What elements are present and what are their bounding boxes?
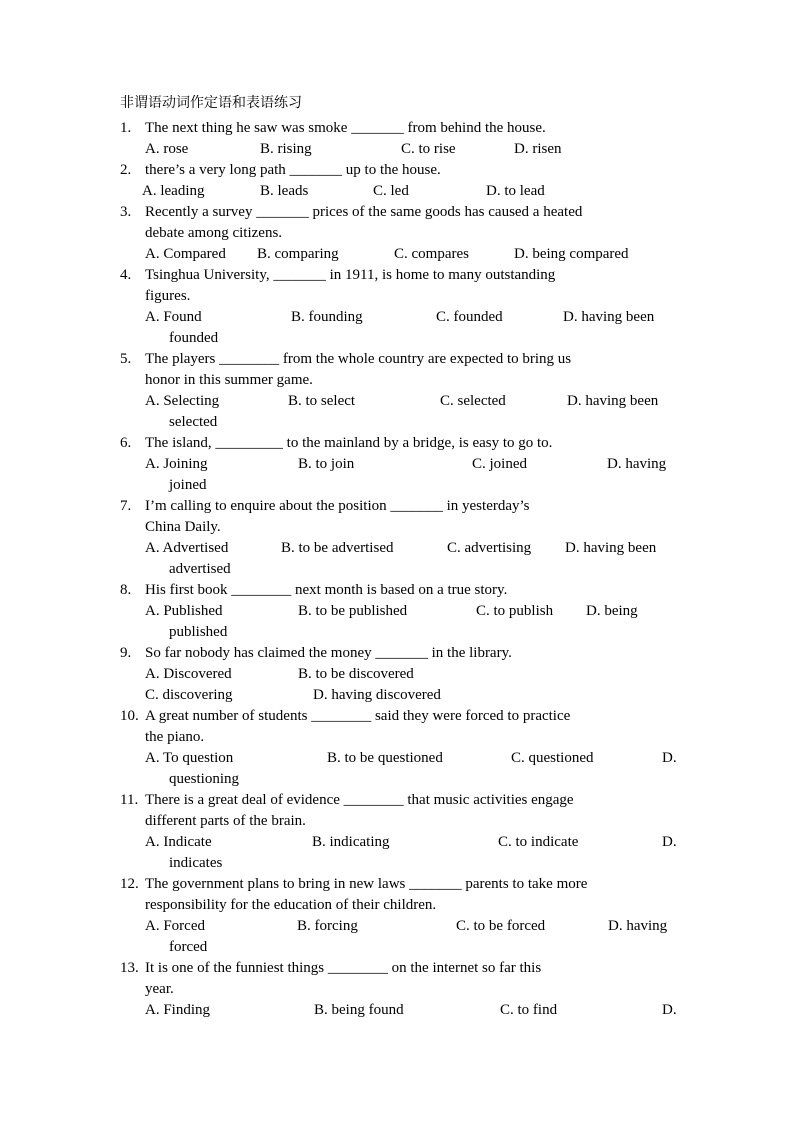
- question-text: There is a great deal of evidence ________ that music activities engage: [145, 792, 574, 808]
- question-9: [120, 643, 680, 706]
- option-a: A. To question: [145, 750, 234, 766]
- question-stem: [120, 349, 680, 370]
- question-number: 3.: [120, 204, 132, 220]
- question-number: 12.: [120, 876, 139, 892]
- question-number: 10.: [120, 708, 139, 724]
- option-b: B. to be published: [298, 603, 408, 619]
- option-c: C. discovering: [145, 687, 233, 703]
- option-d: D. to lead: [486, 183, 545, 199]
- question-10: [120, 706, 680, 790]
- question-text: Recently a survey _______ prices of the same goods has caused a heated: [145, 204, 583, 220]
- option-a: A. Joining: [145, 456, 208, 472]
- question-text: It is one of the funniest things ________ on the internet so far this: [145, 960, 542, 976]
- option-b: B. indicating: [312, 834, 390, 850]
- question-3: [120, 202, 680, 265]
- option-d-wrap: questioning: [169, 771, 239, 787]
- option-row: [120, 685, 680, 706]
- question-stem: [120, 874, 680, 895]
- option-a: A. Found: [145, 309, 202, 325]
- question-2: [120, 160, 680, 202]
- option-d: D. having been: [567, 393, 659, 409]
- question-text-continued: different parts of the brain.: [145, 813, 306, 829]
- question-text: So far nobody has claimed the money _______ in the library.: [145, 645, 512, 661]
- option-d: D. being compared: [514, 246, 629, 262]
- question-stem: [120, 643, 680, 664]
- option-b: B. to join: [298, 456, 355, 472]
- option-b: B. to be discovered: [298, 666, 414, 682]
- option-row: [120, 916, 680, 937]
- option-b: B. comparing: [257, 246, 339, 262]
- option-row: [120, 1000, 680, 1021]
- question-stem: [120, 160, 680, 181]
- question-stem: [120, 265, 680, 286]
- question-13: [120, 958, 680, 1021]
- option-d: D.: [662, 1002, 677, 1018]
- option-a: A. Compared: [145, 246, 226, 262]
- question-stem: [120, 118, 680, 139]
- question-text: His first book ________ next month is based on a true story.: [145, 582, 508, 598]
- option-b: B. being found: [314, 1002, 404, 1018]
- question-number: 4.: [120, 267, 132, 283]
- option-b: B. rising: [260, 141, 312, 157]
- option-d-wrap: selected: [169, 414, 218, 430]
- option-d-wrap: published: [169, 624, 228, 640]
- option-row: [120, 244, 680, 265]
- option-a: A. leading: [142, 183, 205, 199]
- question-number: 9.: [120, 645, 132, 661]
- option-a: A. Published: [145, 603, 223, 619]
- option-c: C. compares: [394, 246, 469, 262]
- question-text: Tsinghua University, _______ in 1911, is home to many outstanding: [145, 267, 556, 283]
- option-row: [120, 832, 680, 853]
- question-8: [120, 580, 680, 643]
- option-row: [120, 454, 680, 475]
- question-text: there’s a very long path _______ up to the house.: [145, 162, 441, 178]
- option-row: [120, 538, 680, 559]
- question-number: 5.: [120, 351, 132, 367]
- question-number: 13.: [120, 960, 139, 976]
- option-d: D. having been: [565, 540, 657, 556]
- question-stem: [120, 790, 680, 811]
- option-d: D.: [662, 834, 677, 850]
- option-row: [120, 307, 680, 328]
- option-b: B. founding: [291, 309, 363, 325]
- question-6: [120, 433, 680, 496]
- question-text-continued: responsibility for the education of their children.: [145, 897, 437, 913]
- option-d: D. having discovered: [313, 687, 441, 703]
- question-text-continued: China Daily.: [145, 519, 221, 535]
- option-d: D. being: [586, 603, 638, 619]
- question-number: 7.: [120, 498, 132, 514]
- option-b: B. leads: [260, 183, 309, 199]
- question-1: [120, 118, 680, 160]
- question-5: [120, 349, 680, 433]
- question-text-continued: year.: [145, 981, 174, 997]
- option-a: A. Finding: [145, 1002, 211, 1018]
- question-text: The next thing he saw was smoke _______ from behind the house.: [145, 120, 546, 136]
- option-d-wrap: founded: [169, 330, 219, 346]
- option-b: B. to select: [288, 393, 356, 409]
- question-stem: [120, 433, 680, 454]
- question-text: The island, _________ to the mainland by a bridge, is easy to go to.: [145, 435, 553, 451]
- option-c: C. to indicate: [498, 834, 579, 850]
- option-row: [120, 391, 680, 412]
- option-b: B. to be questioned: [327, 750, 443, 766]
- question-number: 6.: [120, 435, 132, 451]
- option-a: A. Forced: [145, 918, 205, 934]
- option-b: B. forcing: [297, 918, 358, 934]
- question-stem: [120, 580, 680, 601]
- question-7: [120, 496, 680, 580]
- question-stem: [120, 496, 680, 517]
- question-12: [120, 874, 680, 958]
- option-b: B. to be advertised: [281, 540, 394, 556]
- option-row: [120, 601, 680, 622]
- option-a: A. Indicate: [145, 834, 212, 850]
- option-d-wrap: advertised: [169, 561, 231, 577]
- option-c: C. founded: [436, 309, 503, 325]
- option-d: D.: [662, 750, 677, 766]
- question-text-continued: figures.: [145, 288, 191, 304]
- option-c: C. led: [373, 183, 409, 199]
- question-number: 8.: [120, 582, 132, 598]
- option-d: D. risen: [514, 141, 562, 157]
- option-d: D. having been: [563, 309, 655, 325]
- option-c: C. joined: [472, 456, 527, 472]
- question-4: [120, 265, 680, 349]
- option-c: C. questioned: [511, 750, 594, 766]
- question-text: The players ________ from the whole country are expected to bring us: [145, 351, 572, 367]
- option-c: C. to rise: [401, 141, 456, 157]
- option-a: A. rose: [145, 141, 189, 157]
- question-number: 2.: [120, 162, 132, 178]
- option-a: A. Advertised: [145, 540, 229, 556]
- question-stem: [120, 706, 680, 727]
- worksheet-title: 非谓语动词作定语和表语练习: [120, 95, 302, 111]
- question-11: [120, 790, 680, 874]
- question-text: The government plans to bring in new laws _______ parents to take more: [145, 876, 588, 892]
- option-d-wrap: indicates: [169, 855, 223, 871]
- option-row: [120, 139, 680, 160]
- question-text: A great number of students ________ said they were forced to practice: [145, 708, 571, 724]
- question-text-continued: the piano.: [145, 729, 205, 745]
- option-row: [120, 664, 680, 685]
- question-text-continued: honor in this summer game.: [145, 372, 313, 388]
- question-number: 11.: [120, 792, 139, 808]
- option-a: A. Selecting: [145, 393, 220, 409]
- option-d: D. having: [607, 456, 667, 472]
- question-text-continued: debate among citizens.: [145, 225, 283, 241]
- question-text: I’m calling to enquire about the position _______ in yesterday’s: [145, 498, 530, 514]
- option-c: C. advertising: [447, 540, 532, 556]
- option-a: A. Discovered: [145, 666, 232, 682]
- question-stem: [120, 202, 680, 223]
- option-c: C. to be forced: [456, 918, 546, 934]
- option-d-wrap: forced: [169, 939, 208, 955]
- option-c: C. selected: [440, 393, 506, 409]
- option-c: C. to find: [500, 1002, 558, 1018]
- option-row: [120, 748, 680, 769]
- question-stem: [120, 958, 680, 979]
- question-number: 1.: [120, 120, 132, 136]
- option-c: C. to publish: [476, 603, 554, 619]
- option-d-wrap: joined: [169, 477, 207, 493]
- option-d: D. having: [608, 918, 668, 934]
- option-row: [120, 181, 680, 202]
